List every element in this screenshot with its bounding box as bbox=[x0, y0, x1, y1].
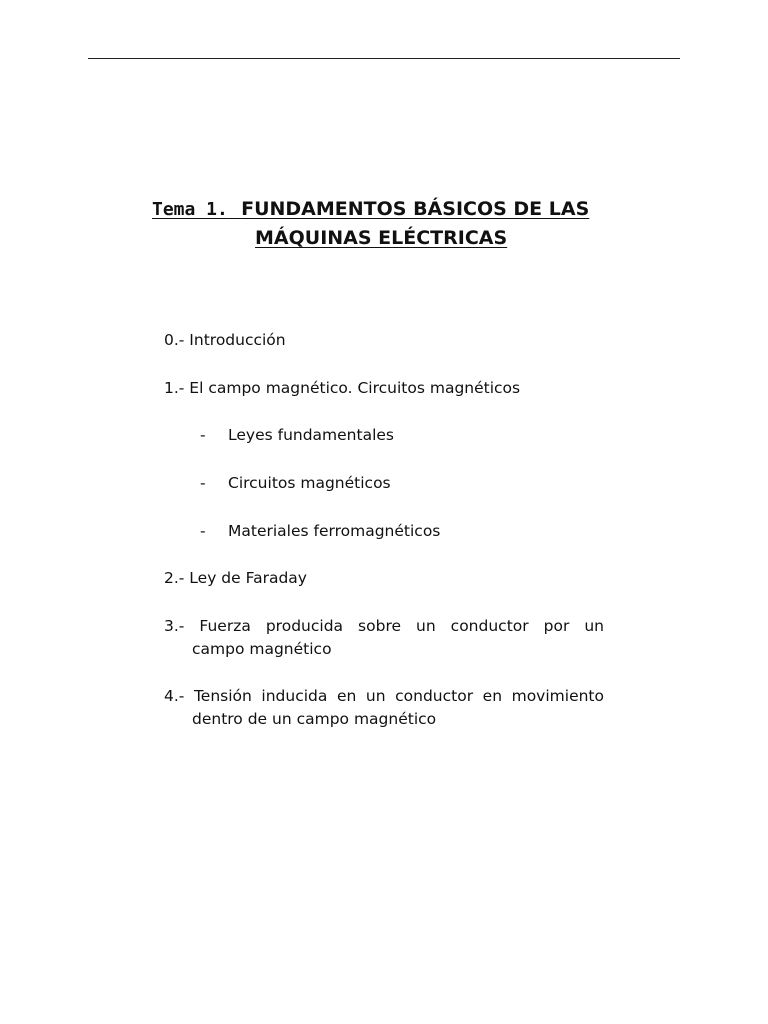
subitem-label: Materiales ferromagnéticos bbox=[228, 522, 441, 540]
title-line-1 bbox=[152, 195, 622, 224]
toc-subitem-materiales bbox=[200, 520, 440, 543]
toc-item-fuerza bbox=[164, 615, 604, 661]
toc-item-tension-line1: 4.- Tensión inducida en un conductor en movimiento bbox=[164, 687, 604, 705]
title-line-2: MÁQUINAS ELÉCTRICAS bbox=[255, 227, 508, 249]
title-prefix: Tema 1. bbox=[152, 199, 228, 220]
subitem-label: Leyes fundamentales bbox=[228, 426, 395, 444]
bullet-dash: - bbox=[200, 474, 206, 492]
toc-item-campo-magnetico: 1.- El campo magnético. Circuitos magnéticos bbox=[164, 379, 521, 397]
toc-item-fuerza-line2: campo magnético bbox=[192, 640, 332, 658]
title-main-1: FUNDAMENTOS BÁSICOS DE LAS bbox=[241, 198, 590, 220]
header-rule bbox=[88, 58, 680, 59]
toc-subitem-leyes bbox=[200, 424, 394, 447]
subitem-label: Circuitos magnéticos bbox=[228, 474, 391, 492]
bullet-dash: - bbox=[200, 522, 206, 540]
toc-item-tension-line2: dentro de un campo magnético bbox=[192, 710, 437, 728]
toc-subitem-circuitos bbox=[200, 472, 391, 495]
toc-item-faraday: 2.- Ley de Faraday bbox=[164, 569, 307, 587]
document-title bbox=[152, 195, 622, 252]
toc-item-tension bbox=[164, 685, 604, 731]
toc-item-introduccion: 0.- Introducción bbox=[164, 331, 286, 349]
toc-item-fuerza-line1: 3.- Fuerza producida sobre un conductor por un bbox=[164, 617, 604, 635]
bullet-dash: - bbox=[200, 426, 206, 444]
